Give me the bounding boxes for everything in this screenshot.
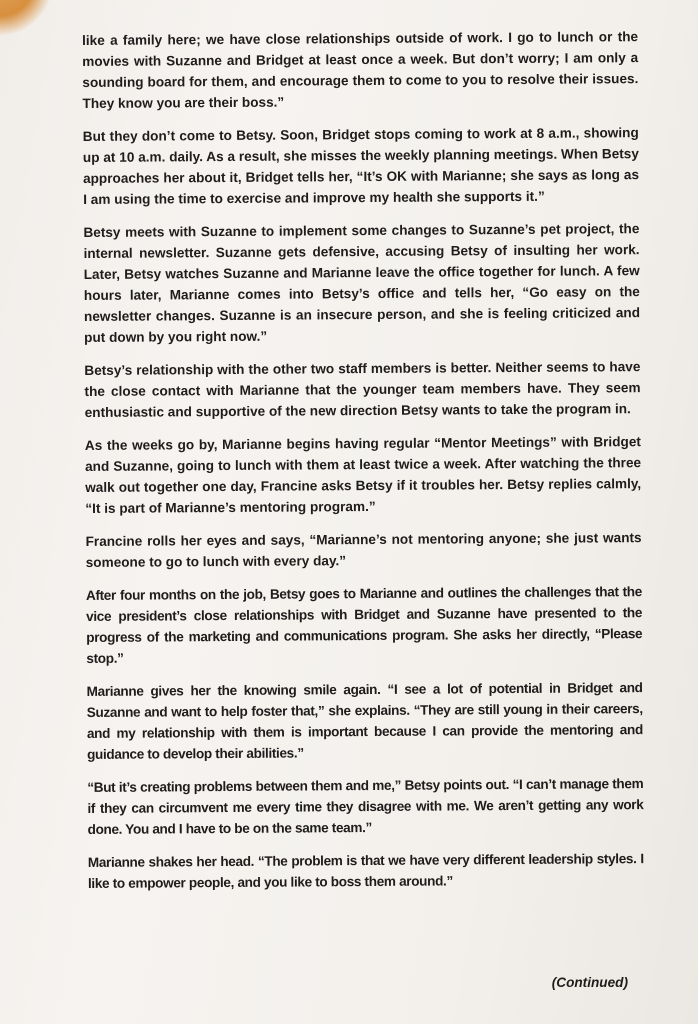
paragraph-10: Marianne shakes her head. “The problem is that we have very different leadership styles. I like to empower people, and you like to boss them around.” <box>87 851 644 891</box>
paragraph-5: As the weeks go by, Marianne begins having regular “Mentor Meetings” with Bridget and Suzanne, going to lunch with them at least twice a week. After watching the three walk out together one day, Francine asks Betsy if it troubles her. Betsy replies calmly, “It is part of Marianne’s mentoring program.” <box>84 434 642 516</box>
body-text <box>82 26 644 906</box>
paragraph-9: “But it’s creating problems between them and me,” Betsy points out. “I can’t manage them if they can circumvent me every time they disagree with me. We aren’t getting any work done. You and I have to be on the same team.” <box>87 776 644 837</box>
paragraph-2: But they don’t come to Betsy. Soon, Bridget stops coming to work at 8 a.m., showing up at 10 a.m. daily. As a result, she misses the weekly planning meetings. When Betsy approaches her about it, Bridget tells her, “It’s OK with Marianne; she says as long as I am using the time to exercise and improve my health she supports it.” <box>82 125 640 207</box>
paragraph-3: Betsy meets with Suzanne to implement some changes to Suzanne’s pet project, the internal newsletter. Suzanne gets defensive, accusing Betsy of insulting her work. Later, Betsy watches Suzanne and Marianne leave the office together for lunch. A few hours later, Marianne comes into Betsy’s office and tells her, “Go easy on the newsletter changes. Suzanne is an insecure person, and she is feeling criticized and put down by you right now.” <box>83 221 641 345</box>
continued-label: (Continued) <box>551 975 628 990</box>
paragraph-1: like a family here; we have close relationships outside of work. I go to lunch or the movies with Suzanne and Bridget at least once a week. But don’t worry; I am only a sounding board for them, and encourage them to come to you to resolve their issues. They know you are their boss.” <box>82 29 639 111</box>
paragraph-8: Marianne gives her the knowing smile again. “I see a lot of potential in Bridget and Suzanne and want to help foster that,” she explains. “They are still young in their careers, and my relationship with them is important because I can provide the mentoring and guidance to develop their abilities.” <box>86 680 643 762</box>
paragraph-4: Betsy’s relationship with the other two staff members is better. Neither seems to have the close contact with Marianne that the younger team members have. They seem enthusiastic and supportive of the new direction Betsy wants to take the program in. <box>84 359 641 420</box>
paragraph-6: Francine rolls her eyes and says, “Marianne’s not mentoring anyone; she just wants someone to go to lunch with every day.” <box>85 530 642 570</box>
paragraph-7: After four months on the job, Betsy goes to Marianne and outlines the challenges that the vice president’s close relationships with Bridget and Suzanne have presented to the progress of the marketing and communications program. She asks her directly, “Please stop.” <box>85 584 643 666</box>
page-corner-shadow <box>0 0 57 57</box>
